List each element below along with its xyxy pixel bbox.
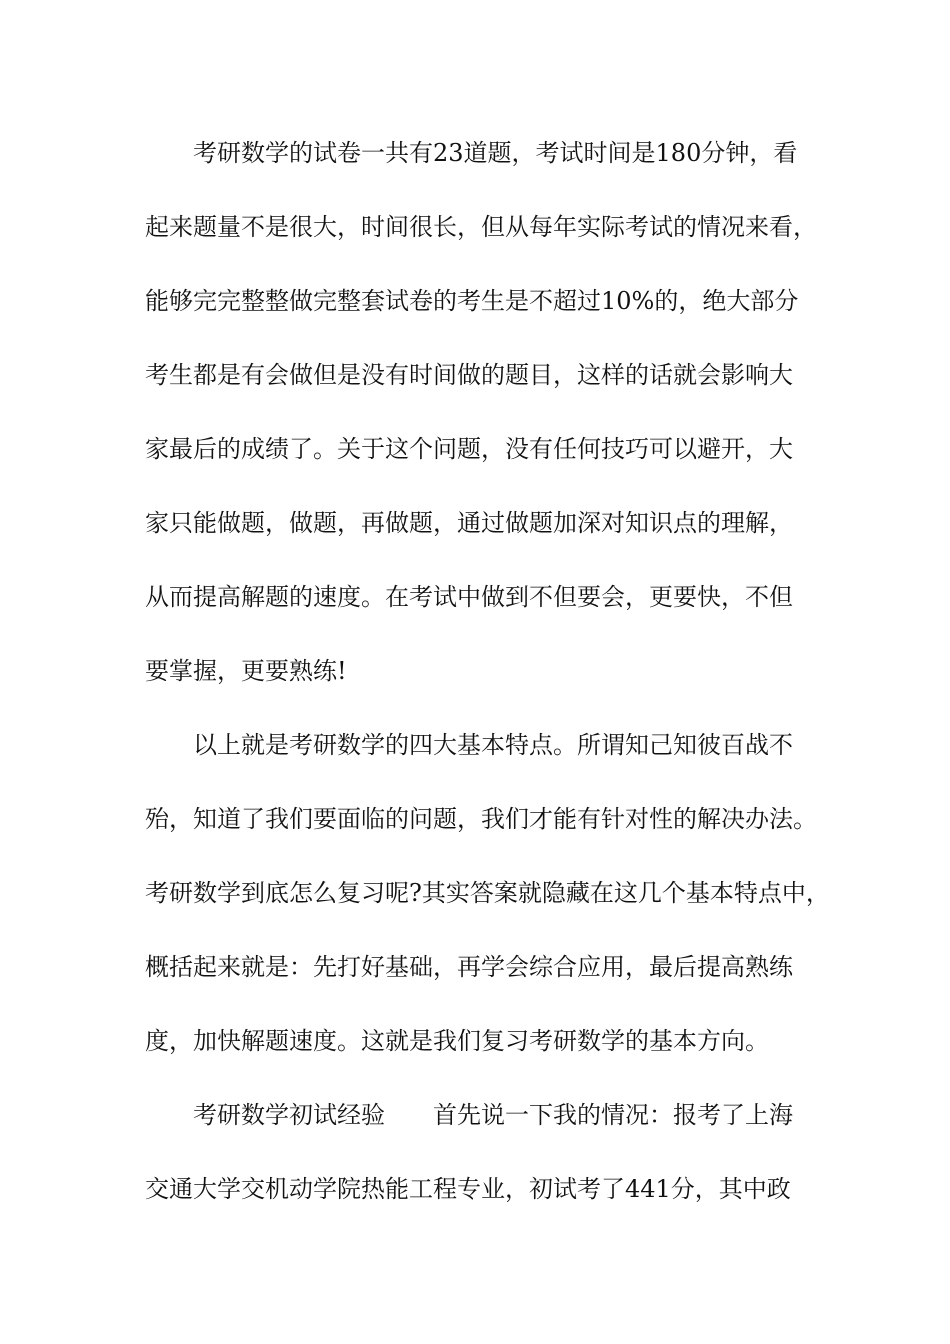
paragraph-1-line-6: 家只能做题，做题，再做题，通过做题加深对知识点的理解， — [145, 509, 793, 537]
paragraph-2-line-2: 殆，知道了我们要面临的问题，我们才能有针对性的解决办法。 — [145, 805, 817, 833]
paragraph-1-line-3: 能够完完整整做完整套试卷的考生是不超过10%的，绝大部分 — [145, 287, 799, 315]
paragraph-1-line-2: 起来题量不是很大，时间很长，但从每年实际考试的情况来看， — [145, 213, 817, 241]
paragraph-3-line-1 — [193, 1095, 815, 1135]
paragraph-3-line-2: 交通大学交机动学院热能工程专业，初试考了441分，其中政 — [145, 1175, 791, 1203]
paragraph-2-line-1: 以上就是考研数学的四大基本特点。所谓知己知彼百战不 — [193, 731, 793, 759]
paragraph-1-line-8: 要掌握，更要熟练! — [145, 657, 347, 685]
paragraph-2-line-3: 考研数学到底怎么复习呢?其实答案就隐藏在这几个基本特点中， — [145, 879, 830, 907]
paragraph-1-line-5: 家最后的成绩了。关于这个问题，没有任何技巧可以避开，大 — [145, 435, 793, 463]
section-heading: 考研数学初试经验 — [193, 1101, 385, 1129]
paragraph-1-line-4: 考生都是有会做但是没有时间做的题目，这样的话就会影响大 — [145, 361, 793, 389]
paragraph-2-line-5: 度，加快解题速度。这就是我们复习考研数学的基本方向。 — [145, 1027, 769, 1055]
paragraph-2-line-4: 概括起来就是：先打好基础，再学会综合应用，最后提高熟练 — [145, 953, 793, 981]
paragraph-3-text: 首先说一下我的情况：报考了上海 — [433, 1101, 793, 1129]
paragraph-1-line-7: 从而提高解题的速度。在考试中做到不但要会，更要快，不但 — [145, 583, 793, 611]
paragraph-1-line-1: 考研数学的试卷一共有23道题，考试时间是180分钟，看 — [193, 139, 798, 167]
